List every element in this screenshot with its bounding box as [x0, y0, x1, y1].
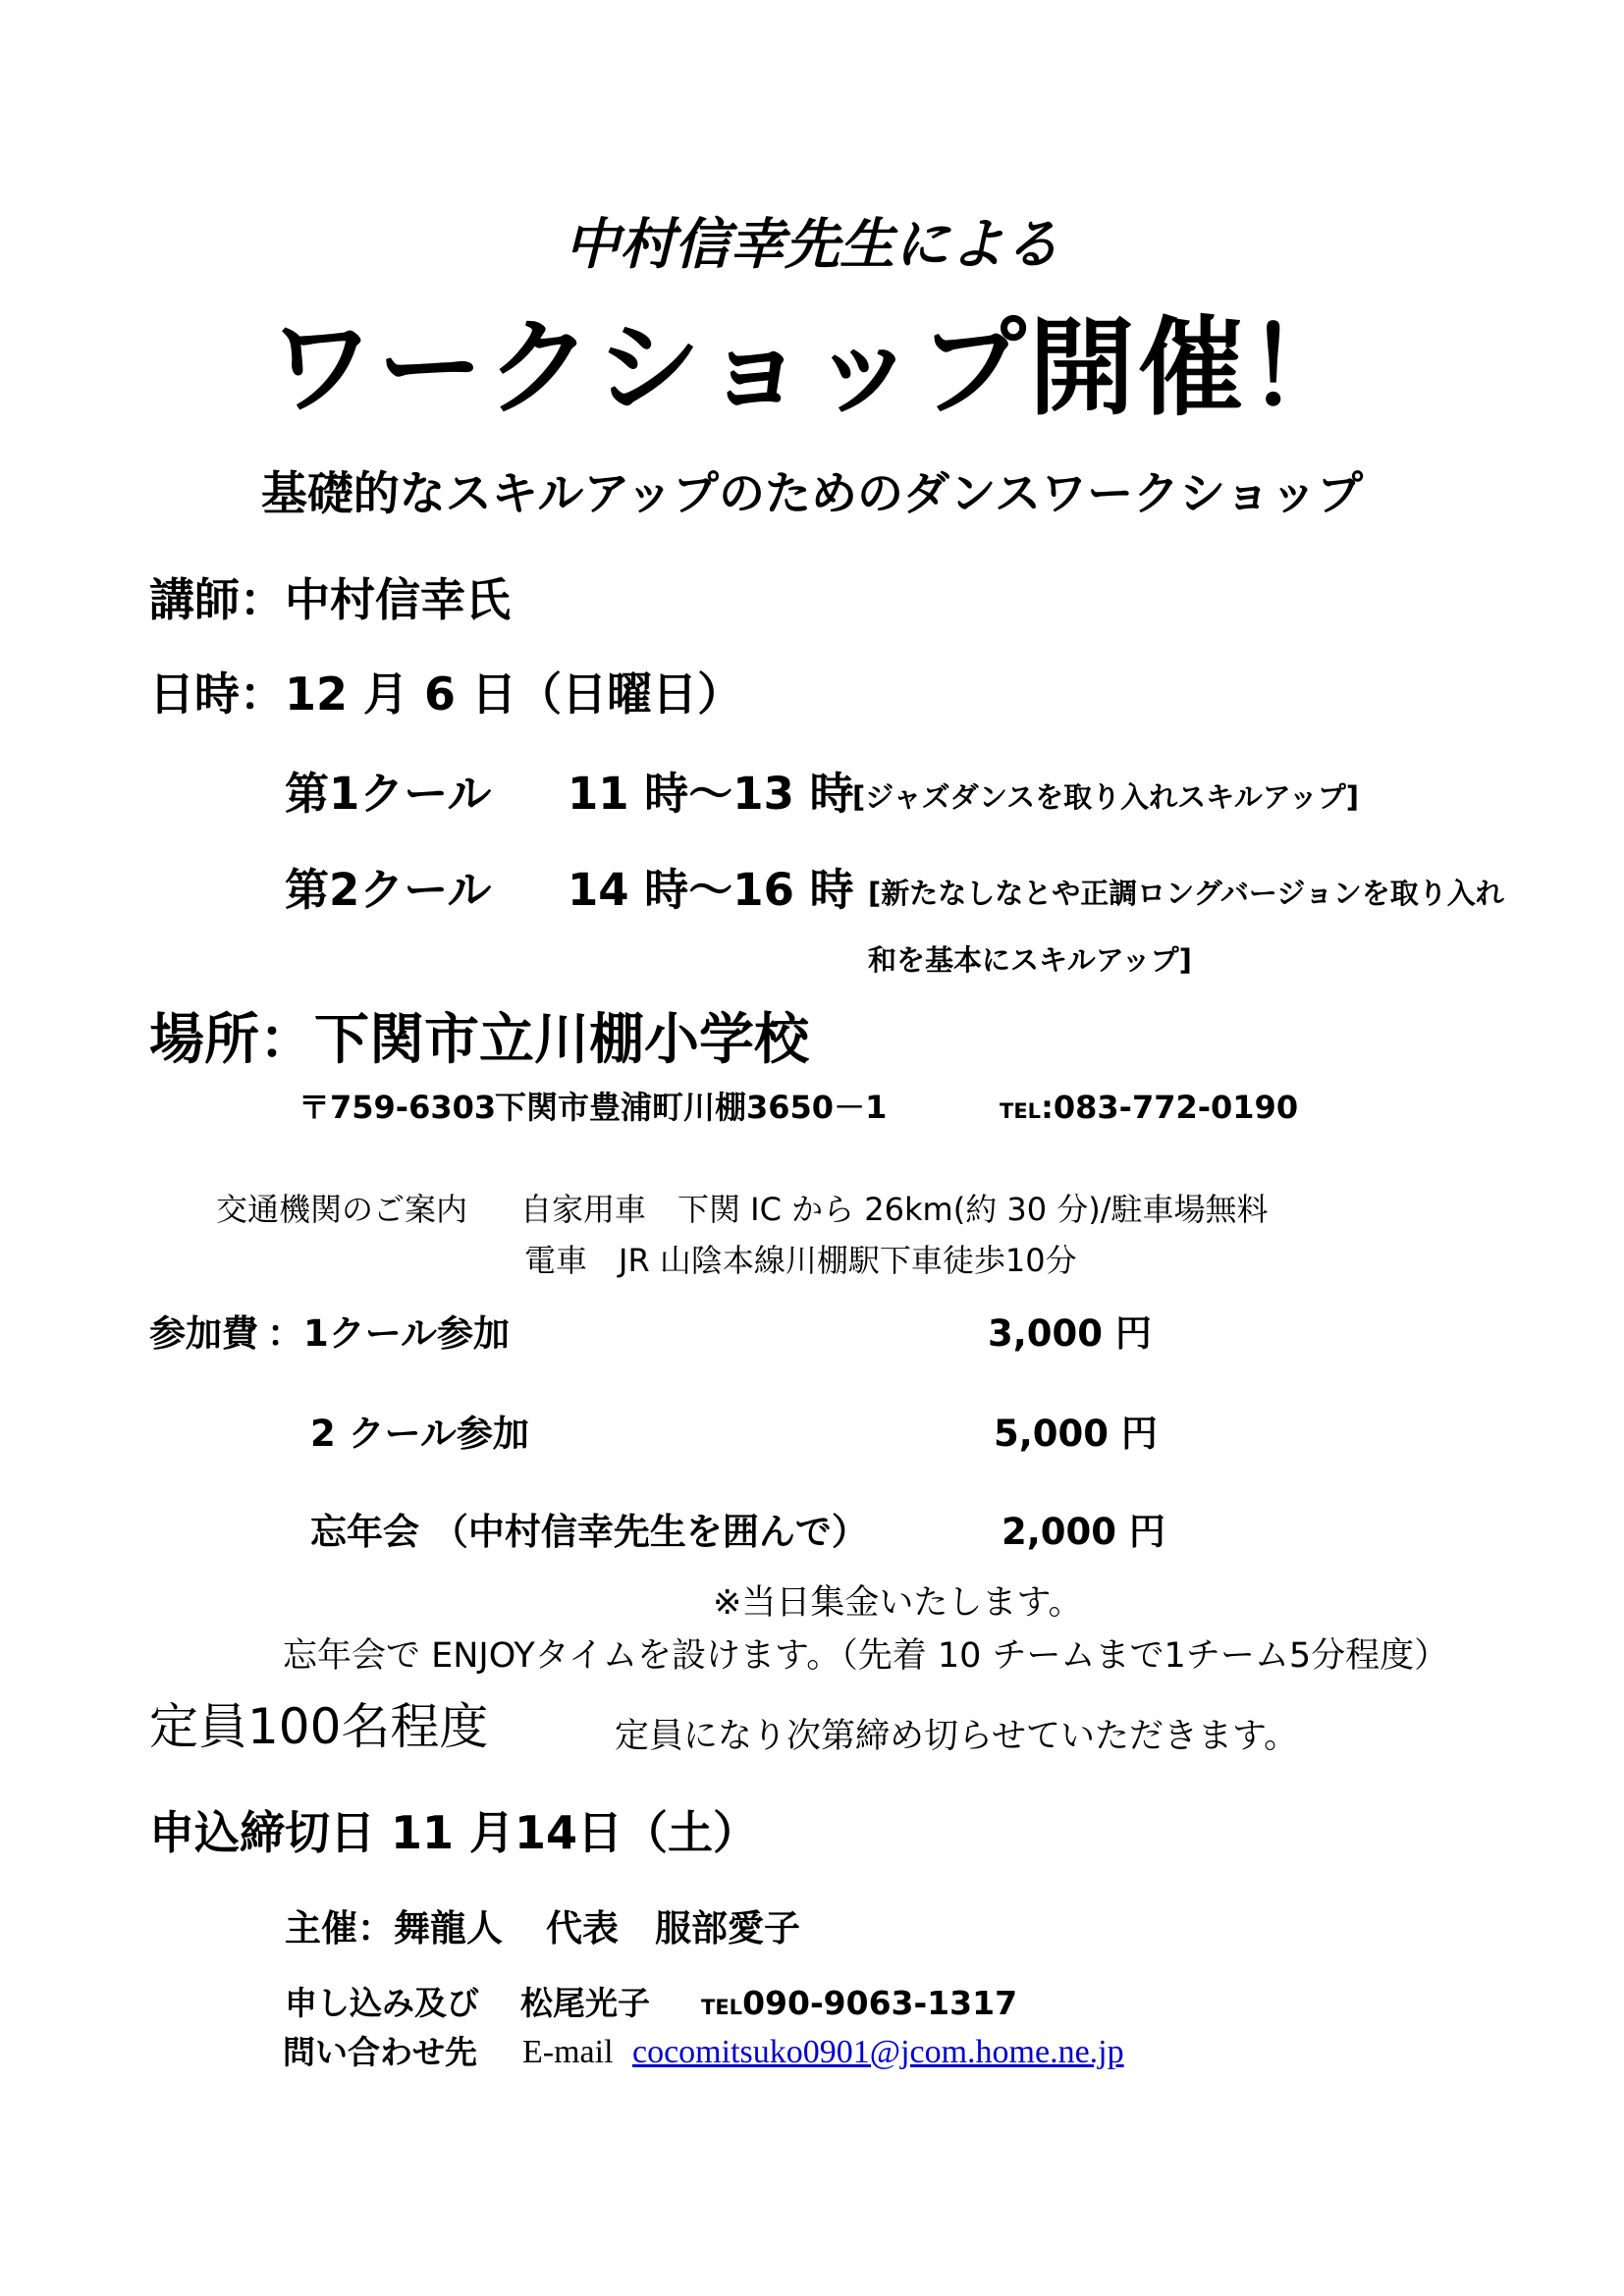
contact-label-1: 申し込み及び — [285, 1984, 479, 2022]
transport-train: 電車 JR 山陰本線川棚駅下車徒歩10分 — [524, 1242, 1077, 1279]
session-1-time: 11 時～13 時 — [568, 768, 854, 820]
session-2-name: 第2クール — [285, 864, 492, 916]
tel-number: :083-772-0190 — [1041, 1089, 1299, 1126]
tel-mark: TEL — [1000, 1099, 1042, 1123]
organizer-rep: 代表 服部愛子 — [546, 1907, 800, 1949]
fee-2-name: 2 クール参加 — [310, 1413, 529, 1455]
enjoy-note: 忘年会で ENJOYタイムを設けます。（先着 10 チームまで1チーム5分程度） — [283, 1636, 1449, 1676]
fee-3-name: 忘年会 （中村信幸先生を囲んで） — [310, 1511, 868, 1553]
contact-name: 松尾光子 — [520, 1984, 650, 2022]
instructor: 講師：中村信幸氏 — [149, 573, 511, 626]
fees-label: 参加費 — [149, 1312, 258, 1355]
lead-text: 基礎的なスキルアップのためのダンスワークショップ — [260, 467, 1364, 521]
fee-1-price: 3,000 円 — [988, 1312, 1152, 1355]
capacity: 定員100名程度 — [149, 1698, 489, 1755]
organizer: 主催：舞龍人 — [285, 1907, 503, 1949]
page-title: ワークショップ開催！ — [268, 307, 1356, 430]
transport-car: 自家用車 下関 IC から 26km(約 30 分)/駐車場無料 — [520, 1191, 1269, 1228]
fee-3-price: 2,000 円 — [1001, 1511, 1165, 1553]
subtitle: 中村信幸先生による — [565, 213, 1059, 277]
contact-label-2: 問い合わせ先 — [283, 2033, 477, 2071]
contact-tel-number: 090-9063-1317 — [742, 1984, 1018, 2022]
venue: 場所：下関市立川棚小学校 — [149, 1008, 809, 1072]
date: 日時：12 月 6 日（日曜日） — [149, 667, 743, 721]
transport-label: 交通機関のご案内 — [216, 1191, 468, 1228]
fee-2-price: 5,000 円 — [994, 1413, 1158, 1455]
deadline: 申込締切日 11 月14日（土） — [149, 1806, 759, 1859]
session-2-time: 14 時～16 時 — [568, 864, 854, 916]
postal-code: 〒759-6303 — [298, 1089, 497, 1126]
fee-note: ※当日集金いたします。 — [713, 1583, 1083, 1623]
fee-1-name: ：1クール参加 — [267, 1312, 511, 1355]
session-1-name: 第1クール — [285, 768, 492, 820]
session-2-note: [新たなしなとや正調ロングバージョンを取り入れ — [868, 877, 1504, 910]
contact-tel — [701, 1984, 1018, 2022]
session-2-note-cont: 和を基本にスキルアップ] — [868, 943, 1192, 977]
contact-tel-mark: TEL — [701, 1996, 743, 2019]
address: 下関市豊浦町川棚3650－1 — [495, 1089, 888, 1126]
venue-tel — [1000, 1089, 1299, 1126]
email-link[interactable]: cocomitsuko0901@jcom.home.ne.jp — [632, 2034, 1124, 2070]
capacity-note: 定員になり次第締め切らせていただきます。 — [615, 1717, 1299, 1756]
email-label: E-mail — [522, 2034, 614, 2070]
session-1-note: [ジャズダンスを取り入れスキルアップ] — [852, 780, 1360, 814]
